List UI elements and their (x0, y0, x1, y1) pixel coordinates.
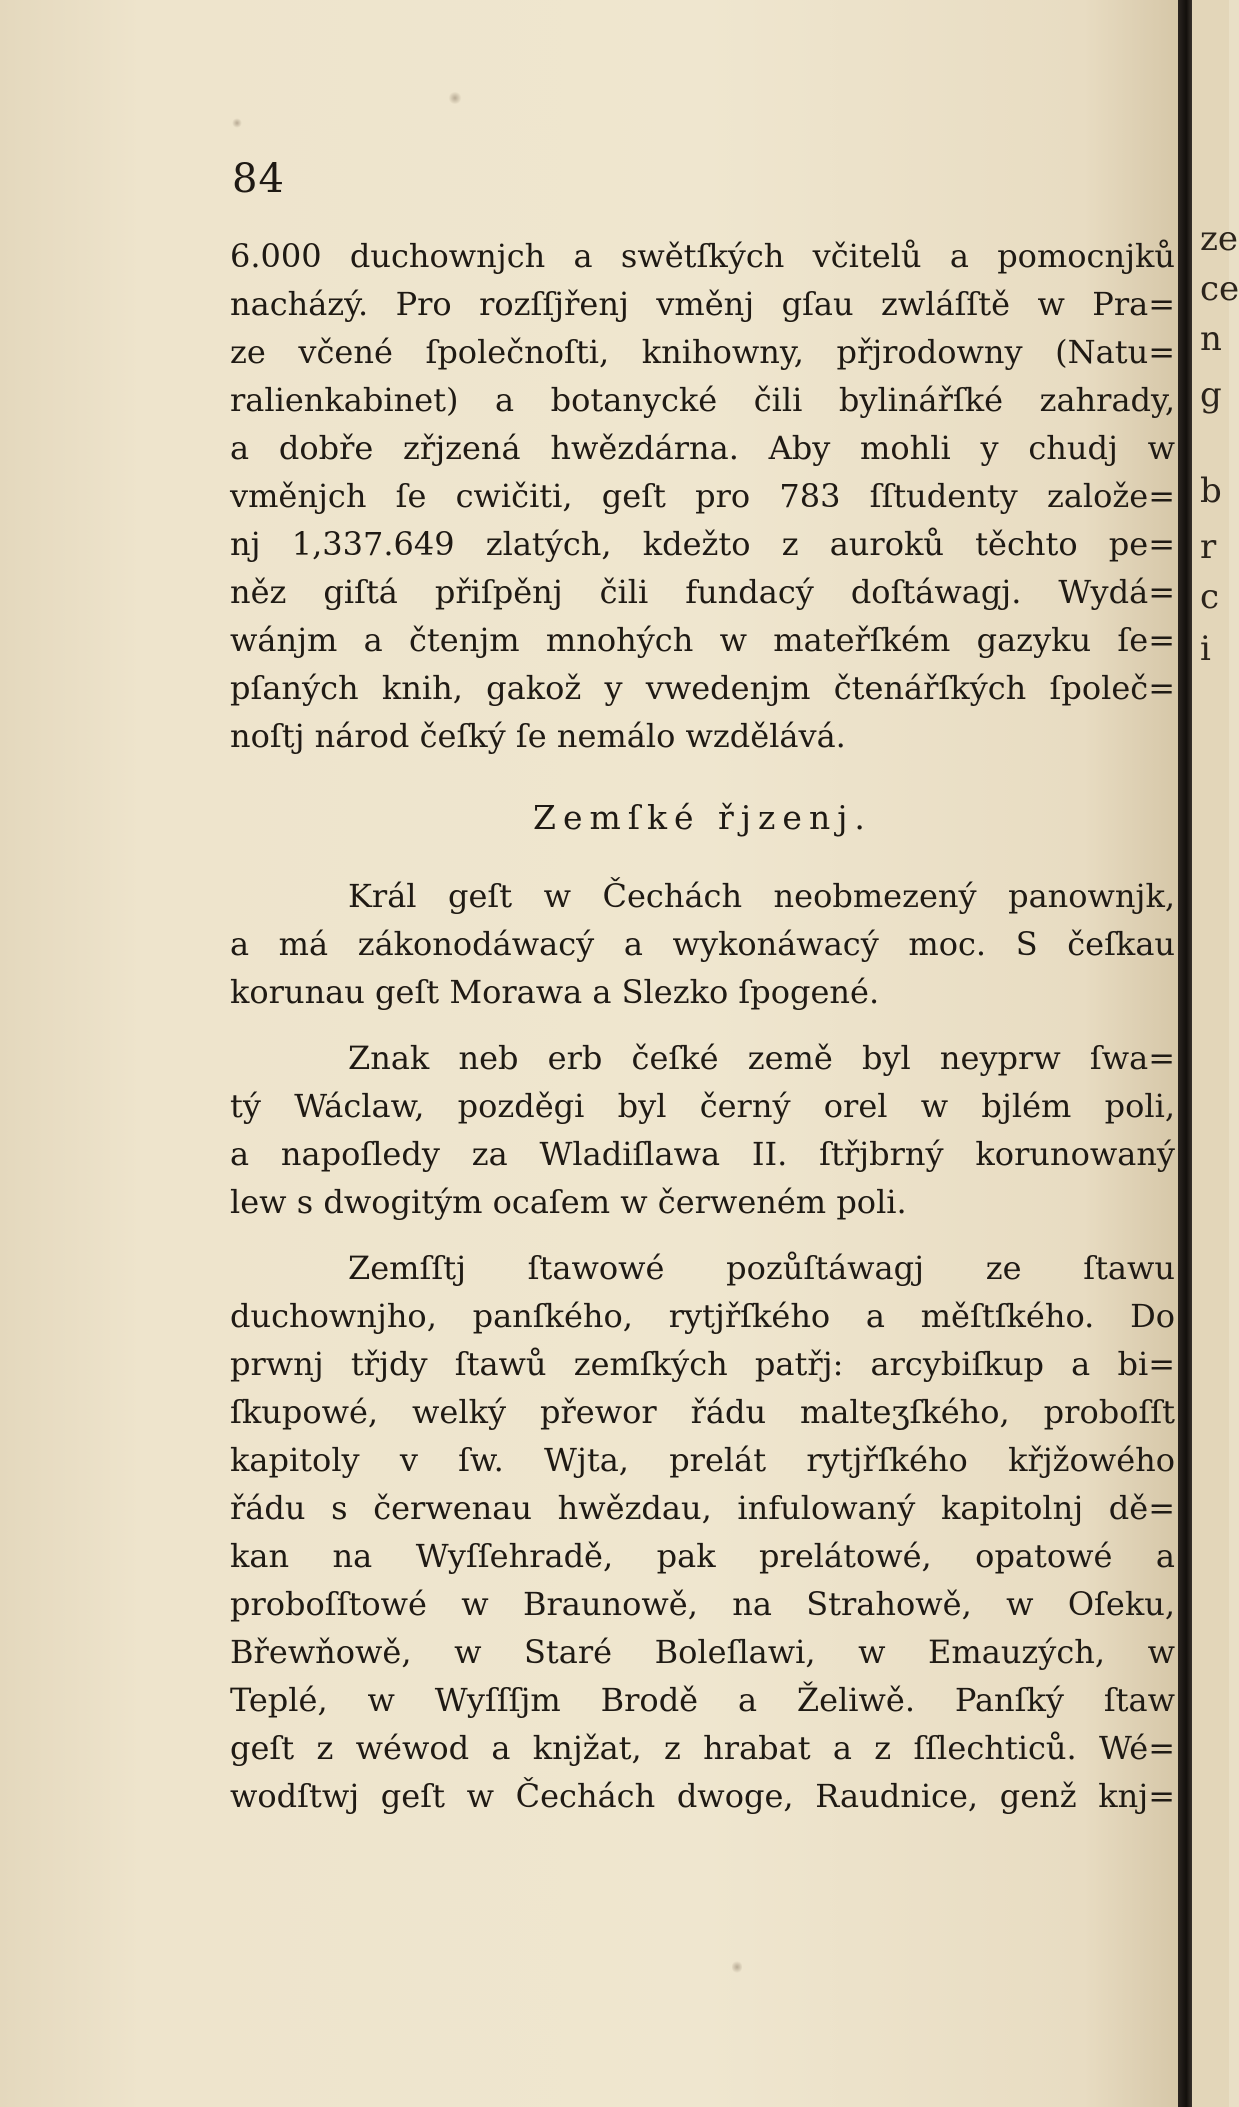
text-line: řádu s čerwenau hwězdau, infulowaný kapitolnj dě= (230, 1489, 1175, 1527)
text-line: prwnj třjdy ſtawů zemſkých patřj: arcybiſkup a bi= (230, 1345, 1175, 1383)
paragraph-education (230, 232, 1175, 760)
text-line: tý Wáclaw, pozděgi byl černý orel w bjlém poli, (230, 1087, 1175, 1125)
text-line: kapitoly v ſw. Wjta, prelát rytjřſkého křjžowého (230, 1441, 1175, 1479)
text-line: vměnjch ſe cwičiti, geſt pro 783 ſſtudenty založe= (230, 477, 1175, 515)
paragraph-coat-of-arms (230, 1034, 1175, 1226)
text-line: lew s dwogitým ocaſem w čerweném poli. (230, 1183, 907, 1221)
text-line: duchownjho, panſkého, rytjřſkého a měſtſkého. Do (230, 1297, 1175, 1335)
text-line: korunau geſt Morawa a Slezko ſpogené. (230, 973, 880, 1011)
text-line: geſt z wéwod a knjžat, z hrabat a z ſſlechticů. Wé= (230, 1729, 1175, 1767)
text-line: wánjm a čtenjm mnohých w mateřſkém gazyku ſe= (230, 621, 1175, 659)
text-line: pſaných knih, gakož y vwedenjm čtenářſkých ſpoleč= (230, 669, 1175, 707)
text-line: něz giſtá přiſpěnj čili fundacý doſtáwagj. Wydá= (230, 573, 1175, 611)
text-line: Znak neb erb čeſké země byl neyprw ſwa= (348, 1039, 1175, 1077)
next-page-fragment: g (1200, 375, 1222, 415)
next-page-fragment: c (1200, 577, 1220, 617)
paragraph-king (230, 872, 1175, 1016)
next-page-fragment: n (1200, 319, 1222, 359)
text-line: ralienkabinet) a botanycké čili bylinářſké zahrady, (230, 381, 1175, 419)
ink-smudge (448, 92, 462, 104)
ink-smudge (232, 118, 242, 128)
next-page-fragment: ce (1200, 269, 1239, 309)
text-line: nj 1,337.649 zlatých, kdežto z auroků těchto pe= (230, 525, 1175, 563)
text-line: 6.000 duchownjch a swětſkých včitelů a pomocnjků (230, 237, 1175, 275)
text-line: a má zákonodáwacý a wykonáwacý moc. S čeſkau (230, 925, 1175, 963)
book-gutter (1178, 0, 1192, 2107)
text-line: Teplé, w Wyſſſjm Brodě a Želiwě. Panſký ſtaw (230, 1681, 1175, 1719)
text-line: Břewňowě, w Staré Boleſlawi, w Emauzých, w (230, 1633, 1175, 1671)
next-page-fragment: b (1200, 471, 1222, 511)
text-line: wodſtwj geſt w Čechách dwoge, Raudnice, genž knj= (230, 1777, 1175, 1815)
ink-smudge (732, 1960, 742, 1974)
next-page-edge (1192, 0, 1239, 2107)
next-page-fragment: r (1200, 527, 1217, 567)
text-line: ſkupowé, welký přewor řádu malteʒſkého, proboſſt (230, 1393, 1175, 1431)
text-line: ze včené ſpolečnoſti, knihowny, přjrodowny (Natu= (230, 333, 1175, 371)
text-line: Král geſt w Čechách neobmezený panownjk, (348, 877, 1175, 915)
text-line: nacházý. Pro rozſſjřenj vměnj gſau zwláſſtě w Pra= (230, 285, 1175, 323)
paragraph-estates (230, 1244, 1175, 1820)
text-line: noſtj národ čeſký ſe nemálo wzdělává. (230, 717, 846, 755)
section-heading: Zemſké řjzenj. (533, 798, 872, 837)
next-page-fragment: i (1200, 629, 1211, 669)
text-line: a dobře zřjzená hwězdárna. Aby mohli y chudj w (230, 429, 1175, 467)
text-line: kan na Wyſſehradě, pak prelátowé, opatowé a (230, 1537, 1175, 1575)
page-number: 84 (232, 156, 285, 202)
text-line: Zemſſtj ſtawowé pozůſtáwagj ze ſtawu (348, 1249, 1175, 1287)
body-text (230, 232, 1175, 1820)
text-line: proboſſtowé w Braunowě, na Strahowě, w Oſeku, (230, 1585, 1175, 1623)
next-page-fragment: ze (1200, 219, 1239, 259)
text-line: a napoſledy za Wladiſlawa II. ſtřjbrný korunowaný (230, 1135, 1175, 1173)
